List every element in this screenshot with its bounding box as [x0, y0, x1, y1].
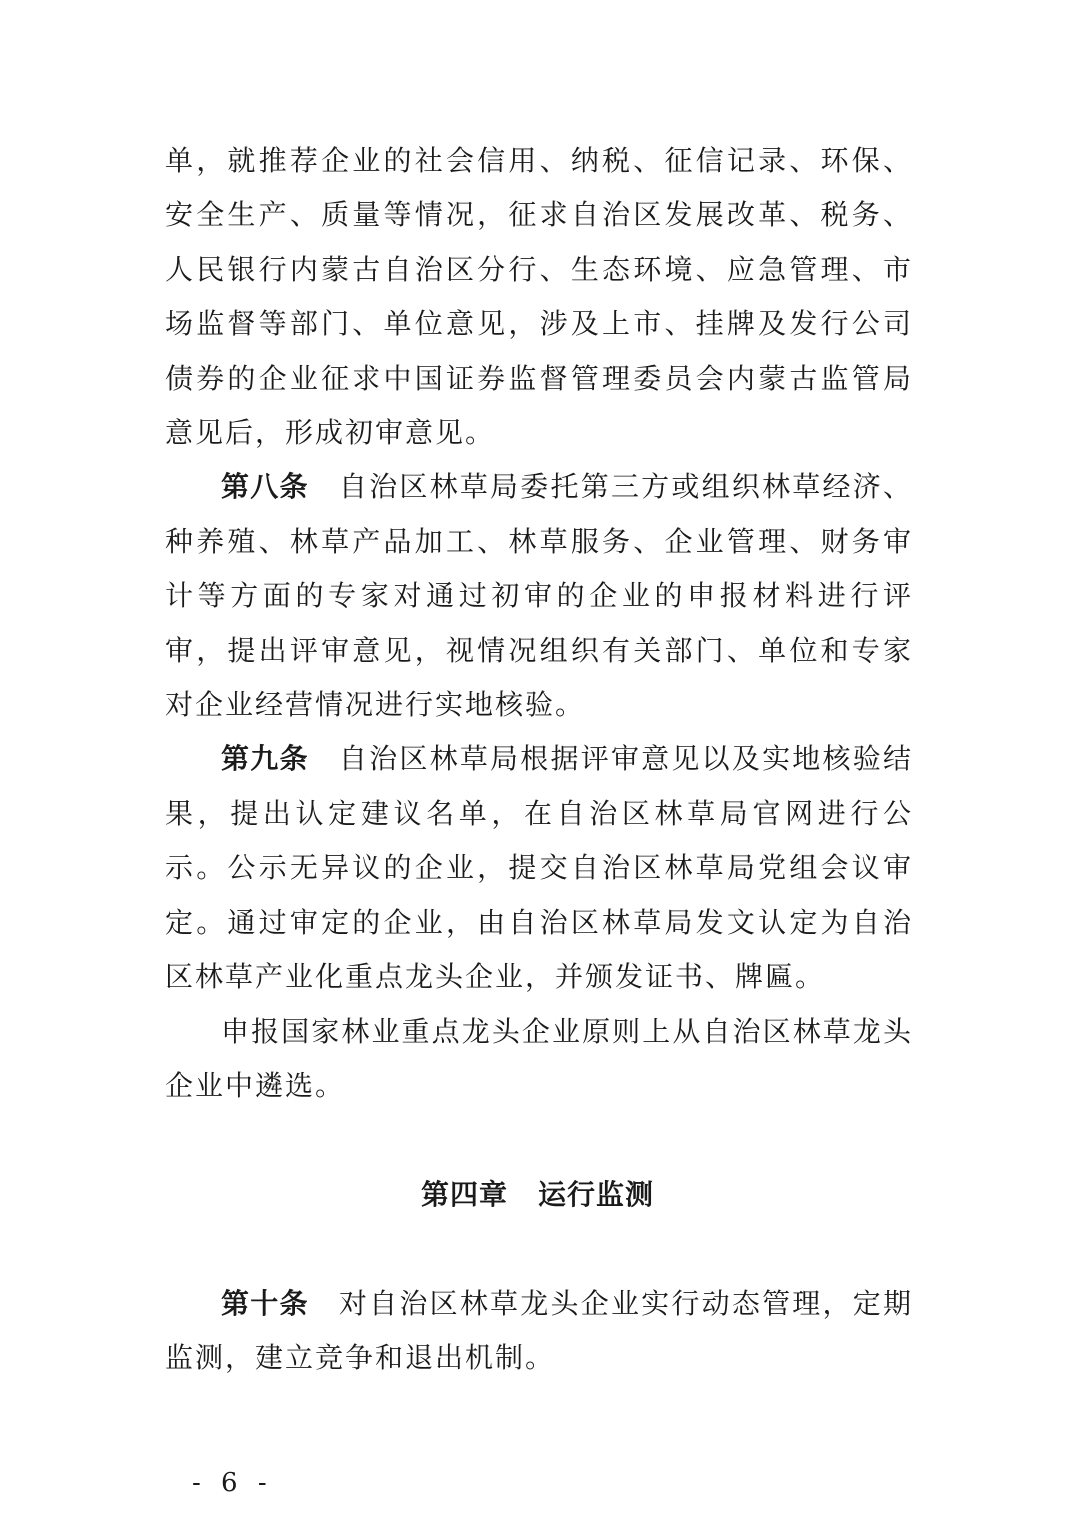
- chapter-number: 第四章: [420, 1178, 508, 1211]
- paragraph-body: 单，就推荐企业的社会信用、纳税、征信记录、环保、安全生产、质量等情况，征求自治区发展改革、税务、人民银行内蒙古自治区分行、生态环境、应急管理、市场监督等部门、单位意见，涉及上市、挂牌及发行公司债券的企业征求中国证券监督管理委员会内蒙古监管局意见后，形成初审意见。: [165, 144, 913, 450]
- article-10: [165, 1277, 913, 1386]
- article-heading: 第八条: [221, 470, 309, 504]
- paragraph-body: 自治区林草局委托第三方或组织林草经济、种养殖、林草产品加工、林草服务、企业管理、财务审计等方面的专家对通过初审的企业的申报材料进行评审，提出评审意见，视情况组织有关部门、单位和专家对企业经营情况进行实地核验。: [165, 470, 913, 722]
- text-section-top: [165, 134, 913, 1113]
- article-heading: 第九条: [221, 742, 309, 776]
- article-heading: 第十条: [221, 1287, 309, 1320]
- chapter-heading: [0, 1168, 1075, 1222]
- paragraph-body: 对自治区林草龙头企业实行动态管理，定期监测，建立竞争和退出机制。: [165, 1287, 913, 1375]
- article-8: [165, 460, 913, 732]
- chapter-title: 运行监测: [538, 1178, 655, 1211]
- page-number: - 6 -: [192, 1468, 273, 1498]
- paragraph-national-selection: [165, 1005, 913, 1114]
- article-9: [165, 732, 913, 1004]
- paragraph-body: 自治区林草局根据评审意见以及实地核验结果，提出认定建议名单，在自治区林草局官网进行公示。公示无异议的企业，提交自治区林草局党组会议审定。通过审定的企业，由自治区林草局发文认定为自治区林草产业化重点龙头企业，并颁发证书、牌匾。: [165, 742, 913, 994]
- text-section-bottom: [165, 1277, 913, 1386]
- paragraph-body: 申报国家林业重点龙头企业原则上从自治区林草龙头企业中遴选。: [165, 1014, 913, 1102]
- paragraph-continuation: [165, 134, 913, 460]
